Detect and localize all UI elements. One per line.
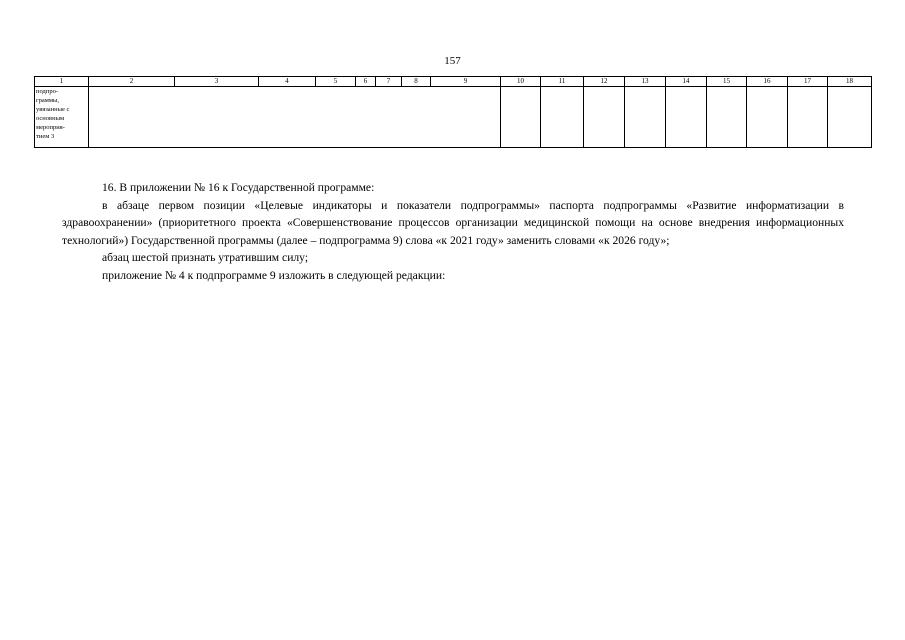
page-number: 157 — [444, 55, 461, 67]
table-cell — [356, 87, 376, 148]
table-cell — [707, 87, 747, 148]
paragraph: 16. В приложении № 16 к Государственной программе: — [102, 181, 375, 194]
document-body — [62, 179, 844, 285]
table-cell — [175, 87, 259, 148]
data-table — [34, 76, 872, 148]
table-cell — [89, 87, 175, 148]
table-cell — [501, 87, 541, 148]
column-header: 2 — [89, 77, 175, 87]
table-cell — [541, 87, 584, 148]
table-cell — [431, 87, 501, 148]
column-header: 11 — [541, 77, 584, 87]
column-header: 4 — [259, 77, 316, 87]
table-cell — [259, 87, 316, 148]
table-header-row — [35, 77, 872, 87]
table-cell — [376, 87, 402, 148]
paragraph: абзац шестой признать утратившим силу; — [102, 251, 309, 265]
table-cell-label: подпро- граммы, увязанные с основным мероприя- тием 3 — [35, 87, 89, 148]
column-header: 7 — [376, 77, 402, 87]
table-cell — [747, 87, 788, 148]
column-header: 18 — [828, 77, 872, 87]
column-header: 9 — [431, 77, 501, 87]
column-header: 12 — [584, 77, 625, 87]
paragraph: приложение № 4 к подпрограмме 9 изложить в следующей редакции: — [102, 268, 446, 282]
column-header: 17 — [788, 77, 828, 87]
column-header: 16 — [747, 77, 788, 87]
column-header: 13 — [625, 77, 666, 87]
column-header: 14 — [666, 77, 707, 87]
table-cell — [788, 87, 828, 148]
column-header: 10 — [501, 77, 541, 87]
table-row — [35, 87, 872, 148]
table-cell — [316, 87, 356, 148]
column-header: 1 — [35, 77, 89, 87]
table-cell — [402, 87, 431, 148]
paragraph: в абзаце первом позиции «Целевые индикаторы и показатели подпрограммы» паспорта подпрограммы «Развитие информатизации в здравоохранении» (приоритетного проекта «Совершенствование процессов организации медицинской помощи на основе внедрения информационных технологий») Государственной программы (далее – подпрограмма 9) слова «к 2021 году» заменить словами «к 2026 году»; — [62, 198, 844, 247]
table-cell — [828, 87, 872, 148]
column-header: 6 — [356, 77, 376, 87]
table-cell — [666, 87, 707, 148]
column-header: 5 — [316, 77, 356, 87]
column-header: 8 — [402, 77, 431, 87]
column-header: 3 — [175, 77, 259, 87]
column-header: 15 — [707, 77, 747, 87]
table-cell — [625, 87, 666, 148]
table-cell — [584, 87, 625, 148]
